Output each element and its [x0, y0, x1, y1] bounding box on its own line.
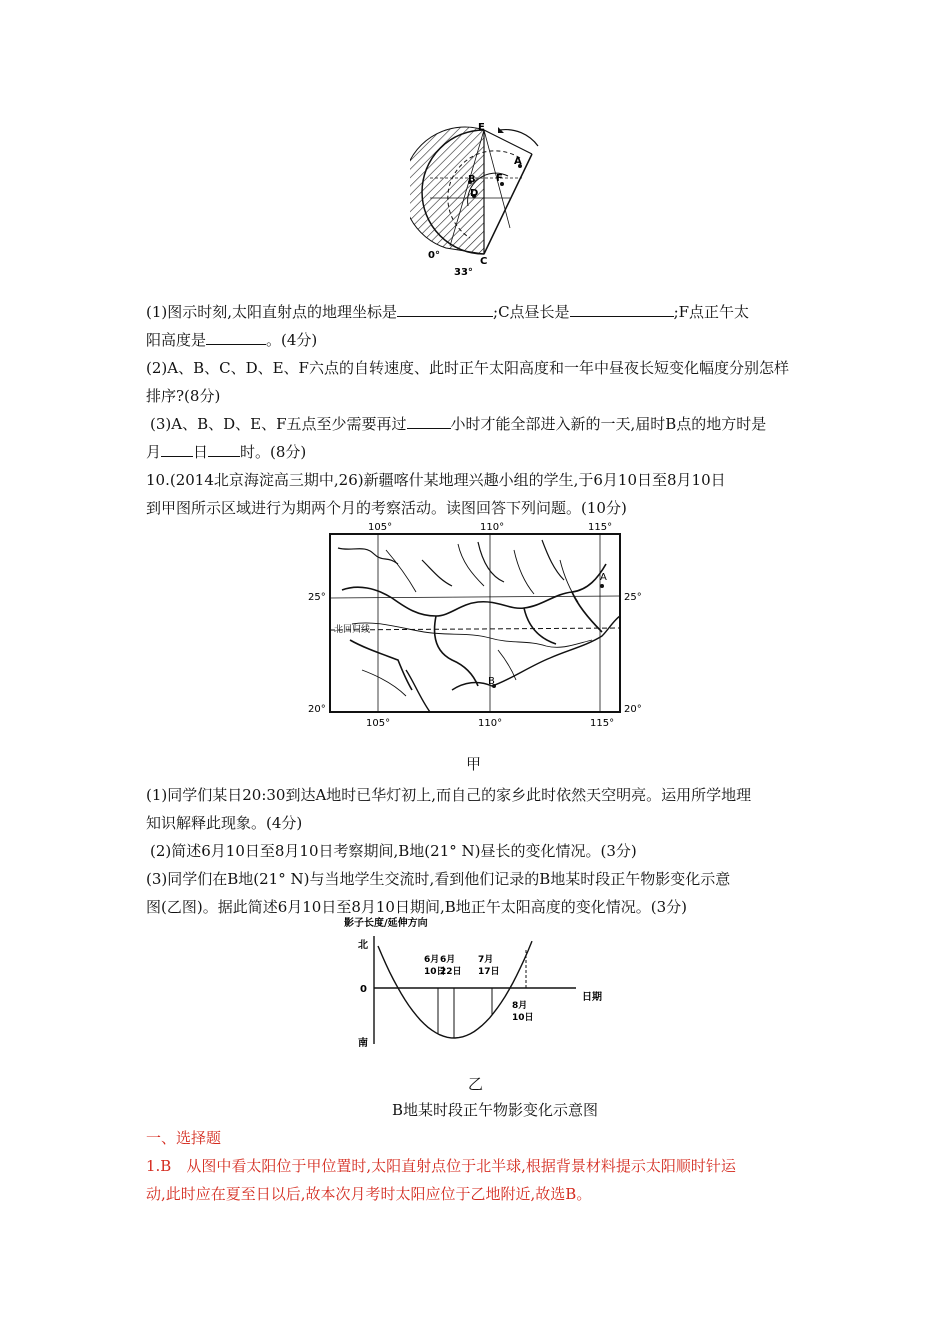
date-label-month: 7月 — [478, 955, 494, 965]
tropic-line — [330, 628, 620, 630]
date-label-month: 6月 — [440, 955, 456, 965]
date-label-day: 10日 — [424, 967, 446, 977]
river-2 — [386, 544, 578, 602]
day-edge-2 — [484, 154, 532, 254]
label-0deg: 0° — [428, 250, 440, 261]
coastline — [406, 616, 620, 712]
lat-25-right: 25° — [624, 592, 642, 603]
label-C: C — [480, 256, 488, 267]
q10-sub2: (2)简述6月10日至8月10日考察期间,B地(21° N)昼长的变化情况。(3分) — [150, 842, 637, 860]
answer-section-title: 一、选择题 — [146, 1129, 222, 1147]
river-3 — [362, 650, 516, 696]
answer-1-line1: 1.B 从图中看太阳位于甲位置时,太阳直射点位于北半球,根据背景材料提示太阳顺时针运 — [146, 1157, 736, 1175]
answer-blank[interactable] — [407, 410, 451, 429]
province-border-2 — [435, 616, 478, 686]
q9-part1-line2: 阳高度是 。(4分) — [146, 326, 806, 354]
point-A-marker — [600, 584, 604, 588]
date-label-day: 10日 — [512, 1013, 534, 1023]
date-label-day: 17日 — [478, 967, 500, 977]
province-border-5 — [350, 640, 412, 690]
label-F: F — [496, 173, 503, 184]
q9-part3-line1: (3)A、B、D、E、F五点至少需要再过 小时才能全部进入新的一天,届时B点的地方时是 — [150, 410, 810, 438]
label-A: A — [514, 156, 522, 167]
chart-xlabel: 日期 — [582, 992, 602, 1003]
lat-25-left: 25° — [308, 592, 326, 603]
q9-part2-line2: 排序?(8分) — [146, 387, 221, 405]
province-border-1 — [342, 564, 606, 616]
day-edge — [484, 130, 532, 154]
chart-title: B地某时段正午物影变化示意图 — [392, 1101, 599, 1119]
lon-105-top: 105° — [368, 522, 393, 533]
region-map — [302, 520, 648, 734]
q10-sub1-line2: 知识解释此现象。(4分) — [146, 814, 303, 832]
province-border-6 — [422, 540, 564, 586]
tropic-label: 北回归线 — [334, 625, 371, 635]
q9-part3-line2: 月 日 时。(8分) — [146, 438, 806, 466]
q10-sub1-line1: (1)同学们某日20:30到达A地时已华灯初上,而自己的家乡此时依然天空明亮。运用所学地理 — [146, 786, 752, 804]
chart-y-north: 北 — [358, 940, 368, 951]
chart-y-zero: 0 — [360, 984, 367, 995]
chart-ylabel: 影子长度/延伸方向 — [344, 918, 428, 929]
point-A-label: A — [600, 572, 607, 583]
shadow-chart — [340, 914, 620, 1054]
answer-1-line2: 动,此时应在夏至日以后,故本次月考时太阳应位于乙地附近,故选B。 — [146, 1185, 592, 1203]
illumination-diagram — [410, 118, 550, 278]
date-label-month: 6月 — [424, 955, 440, 965]
label-D: D — [470, 188, 479, 199]
answer-blank[interactable] — [397, 298, 493, 317]
lon-110-top: 110° — [480, 522, 505, 533]
answer-blank[interactable] — [161, 438, 193, 457]
q9-part1-line1: (1)图示时刻,太阳直射点的地理坐标是 ;C点昼长是 ;F点正午太 — [146, 298, 806, 326]
rotation-arrow — [500, 130, 538, 146]
lon-105-bottom: 105° — [366, 718, 391, 729]
label-E: E — [478, 122, 485, 133]
lon-115-top: 115° — [588, 522, 613, 533]
chart-y-south: 南 — [358, 1038, 368, 1049]
label-B: B — [468, 174, 476, 185]
q9-part2-line1: (2)A、B、C、D、E、F六点的自转速度、此时正午太阳高度和一年中昼夜长短变化幅度分别怎样 — [146, 359, 789, 377]
lon-110-bottom: 110° — [478, 718, 503, 729]
q10-sub3-line2: 图(乙图)。据此简述6月10日至8月10日期间,B地正午太阳高度的变化情况。(3分) — [146, 898, 688, 916]
label-33deg: 33° — [454, 267, 473, 278]
lat-20-left: 20° — [308, 704, 326, 715]
answer-blank[interactable] — [570, 298, 674, 317]
date-label-month: 8月 — [512, 1001, 528, 1011]
q10-intro-line2: 到甲图所示区域进行为期两个月的考察活动。读图回答下列问题。(10分) — [146, 499, 627, 517]
date-label-day: 22日 — [440, 967, 462, 977]
answer-blank[interactable] — [208, 438, 240, 457]
lon-115-bottom: 115° — [590, 718, 615, 729]
lat-20-right: 20° — [624, 704, 642, 715]
q10-intro-line1: 10.(2014北京海淀高三期中,26)新疆喀什某地理兴趣小组的学生,于6月10日至8月10日 — [146, 471, 726, 489]
point-B-label: B — [488, 676, 495, 687]
q10-sub3-line1: (3)同学们在B地(21° N)与当地学生交流时,看到他们记录的B地某时段正午物影变化示意 — [146, 870, 731, 888]
chart-caption: 乙 — [468, 1075, 484, 1093]
answer-blank[interactable] — [206, 326, 266, 345]
province-border-3 — [524, 608, 556, 644]
map-caption: 甲 — [466, 755, 482, 773]
province-border-4 — [572, 592, 602, 632]
province-border-7 — [338, 548, 398, 564]
